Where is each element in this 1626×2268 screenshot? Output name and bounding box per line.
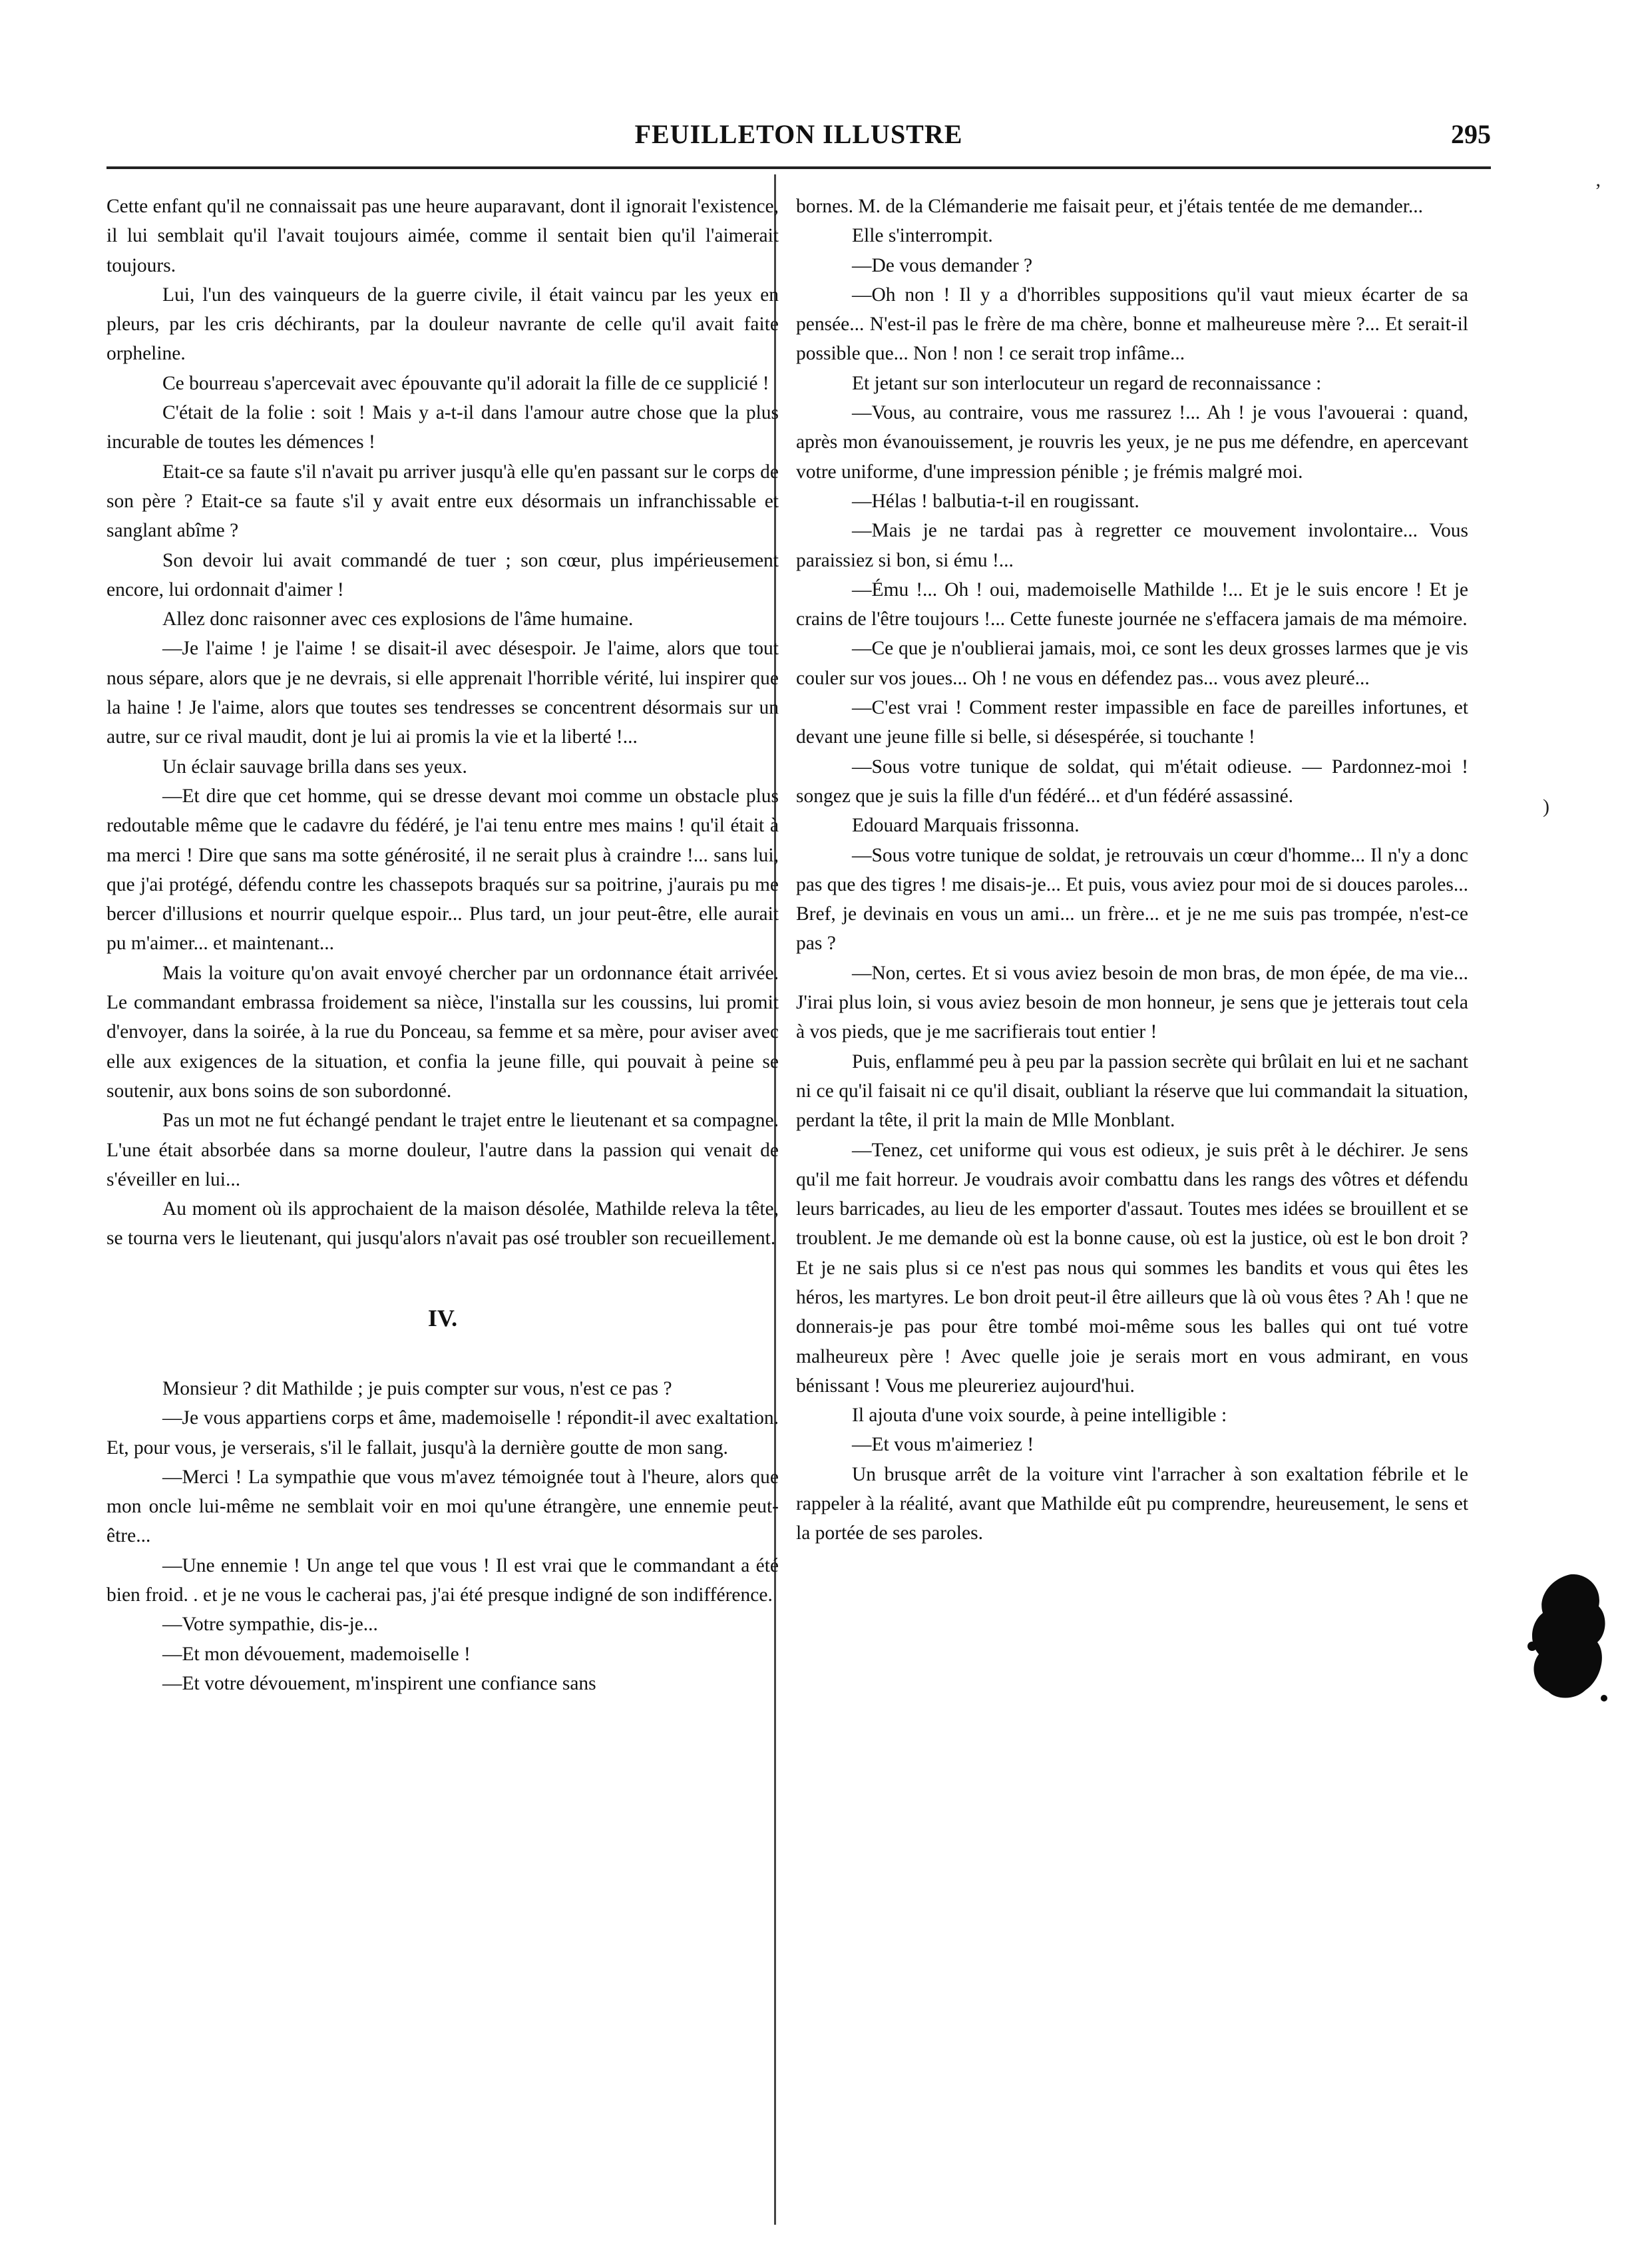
margin-speck: ’ bbox=[1595, 180, 1601, 202]
journal-title: FEUILLETON ILLUSTRE bbox=[634, 119, 963, 149]
paragraph: Un éclair sauvage brilla dans ses yeux. bbox=[162, 756, 467, 778]
header-rule bbox=[106, 166, 1491, 169]
paragraph: Lui, l'un des vainqueurs de la guerre civile, il était vaincu par les yeux en pleurs, par les cris déchirants, par la douleur navrante de celle qu'il avait faite orpheline. bbox=[106, 284, 779, 365]
paragraph: —Ce que je n'oublierai jamais, moi, ce sont les deux grosses larmes que je vis couler sur vos joues... Oh ! ne vous en défendez pas... vous avez pleuré... bbox=[796, 638, 1468, 689]
paragraph: —Et vous m'aimeriez ! bbox=[852, 1434, 1034, 1456]
paragraph: —Une ennemie ! Un ange tel que vous ! Il est vrai que le commandant a été bien froid. . et je ne vous le cacherai pas, j'ai été presque indigné de son indifférence. bbox=[106, 1554, 779, 1606]
paragraph: —Oh non ! Il y a d'horribles suppositions qu'il vaut mieux écarter de sa pensée... N'est-il pas le frère de ma chère, bonne et malheureuse mère ?... Et serait-il possible que... Non ! non ! ce serait trop infâme... bbox=[796, 284, 1468, 365]
paragraph: —Tenez, cet uniforme qui vous est odieux, je suis prêt à le déchirer. Je sens qu'il me fait horreur. Je voudrais avoir combattu dans les rangs des vôtres et défendu leurs barricades, au lieu de les emporter d'assaut. Toutes mes idées se brouillent et se troublent. Je me demande où est la bonne cause, où est la justice, où est le bon droit ? Et je ne sais plus si ce n'est pas nous qui sommes les bandits et vous qui êtes les héros, les martyres. Le bon droit peut-il être ailleurs que là où vous êtes ? Ah ! que ne donnerais-je pas pour être tombé moi-même sous les balles qui ont tué votre malheureux père ! Avec quelle joie je serais mort en vous admirant, en vous bénissant ! Vous me pleureriez aujourd'hui. bbox=[796, 1139, 1468, 1397]
paragraph: —Hélas ! balbutia-t-il en rougissant. bbox=[852, 490, 1139, 512]
paragraph: bornes. M. de la Clémanderie me faisait peur, et j'étais tentée de me demander... bbox=[796, 196, 1424, 217]
paragraph: Ce bourreau s'apercevait avec épouvante qu'il adorait la fille de ce supplicié ! bbox=[162, 372, 769, 394]
paragraph: —Merci ! La sympathie que vous m'avez témoignée tout à l'heure, alors que mon oncle lui-même ne semblait voir en moi qu'une étrangère, une ennemie peut-être... bbox=[106, 1466, 779, 1547]
paragraph: Pas un mot ne fut échangé pendant le trajet entre le lieutenant et sa compagne. L'une était absorbée dans sa morne douleur, l'autre dans la passion qui venait de s'éveiller en lui... bbox=[106, 1110, 779, 1190]
paragraph: —Votre sympathie, dis-je... bbox=[162, 1614, 378, 1636]
paragraph: Il ajouta d'une voix sourde, à peine intelligible : bbox=[852, 1405, 1227, 1427]
paragraph: —C'est vrai ! Comment rester impassible en face de pareilles infortunes, et devant une jeune fille si belle, si désespérée, si touchante ! bbox=[796, 697, 1468, 748]
ink-blot bbox=[1524, 1568, 1611, 1707]
paragraph: Allez donc raisonner avec ces explosions de l'âme humaine. bbox=[162, 608, 634, 630]
paragraph: —Vous, au contraire, vous me rassurez !... Ah ! je vous l'avouerai : quand, après mon évanouissement, je rouvris les yeux, je ne pus me défendre, en apercevant votre uniforme, d'une impression pénible ; je frémis malgré moi. bbox=[796, 402, 1468, 483]
left-column bbox=[106, 192, 779, 1698]
paragraph: —Et votre dévouement, m'inspirent une confiance sans bbox=[162, 1672, 596, 1694]
paragraph: Et jetant sur son interlocuteur un regard de reconnaissance : bbox=[852, 372, 1322, 394]
paragraph: —De vous demander ? bbox=[852, 254, 1033, 276]
paragraph: Monsieur ? dit Mathilde ; je puis compter sur vous, n'est ce pas ? bbox=[162, 1377, 672, 1399]
section-heading: IV. bbox=[427, 1304, 458, 1331]
paragraph: —Je l'aime ! je l'aime ! se disait-il avec désespoir. Je l'aime, alors que tout nous sépare, alors que je ne devrais, si elle apprenait l'horrible vérité, lui inspirer que la haine ! Je l'aime, alors que toutes ses tendresses se concentrent désormais sur un autre, sur ce rival maudit, dont je lui ai promis la vie et la liberté !... bbox=[106, 638, 779, 748]
paragraph: —Et dire que cet homme, qui se dresse devant moi comme un obstacle plus redoutable même que le cadavre du fédéré, je l'ai tenu entre mes mains ! qu'il était à ma merci ! Dire que sans ma sotte générosité, il ne serait plus à craindre !... sans lui, que j'ai protégé, défendu contre les chassepots braqués sur sa poitrine, j'aurais pu me bercer d'illusions et nourrir quelque espoir... Plus tard, un jour peut-être, elle aurait pu m'aimer... et maintenant... bbox=[106, 785, 779, 955]
page-number: 295 bbox=[1451, 119, 1491, 149]
paragraph: —Je vous appartiens corps et âme, mademoiselle ! répondit-il avec exaltation. Et, pour vous, je verserais, s'il le fallait, jusqu'à la dernière goutte de mon sang. bbox=[106, 1407, 779, 1459]
right-column bbox=[796, 192, 1468, 1548]
paragraph: Elle s'interrompit. bbox=[852, 225, 993, 247]
paragraph: Au moment où ils approchaient de la maison désolée, Mathilde releva la tête, se tourna vers le lieutenant, qui jusqu'alors n'avait pas osé troubler son recueillement. bbox=[106, 1198, 779, 1249]
paragraph: —Mais je ne tardai pas à regretter ce mouvement involontaire... Vous paraissiez si bon, si ému !... bbox=[796, 520, 1468, 571]
margin-mark: ) bbox=[1543, 795, 1549, 817]
paragraph: C'était de la folie : soit ! Mais y a-t-il dans l'amour autre chose que la plus incurable de toutes les démences ! bbox=[106, 402, 779, 453]
running-header bbox=[106, 114, 1491, 154]
paragraph: —Ému !... Oh ! oui, mademoiselle Mathilde !... Et je le suis encore ! Et je crains de l'être toujours !... Cette funeste journée ne s'effacera jamais de ma mémoire. bbox=[796, 578, 1468, 630]
paragraph: —Et mon dévouement, mademoiselle ! bbox=[162, 1643, 471, 1665]
paragraph: Mais la voiture qu'on avait envoyé chercher par un ordonnance était arrivée. Le commandant embrassa froidement sa nièce, l'installa sur les coussins, lui promit d'envoyer, dans la soirée, à la rue du Ponceau, sa femme et sa mère, pour aviser avec elle aux exigences de la situation, et confia la jeune fille, qui pouvait à peine se soutenir, aux bons soins de son subordonné. bbox=[106, 962, 779, 1102]
paragraph: —Sous votre tunique de soldat, qui m'était odieuse. — Pardonnez-moi ! songez que je suis la fille d'un fédéré... et d'un fédéré assassiné. bbox=[796, 756, 1468, 807]
paragraph: —Non, certes. Et si vous aviez besoin de mon bras, de mon épée, de ma vie... J'irai plus loin, si vous aviez besoin de mon honneur, je sens que je jetterais tout cela à vos pieds, que je me sacrifierais tout entier ! bbox=[796, 962, 1468, 1043]
paragraph: —Sous votre tunique de soldat, je retrouvais un cœur d'homme... Il n'y a donc pas que des tigres ! me disais-je... Et puis, vous aviez pour moi de si douces paroles... Bref, je devinais en vous un ami... un frère... et je ne me suis pas trompée, n'est-ce pas ? bbox=[796, 844, 1468, 955]
paragraph: Son devoir lui avait commandé de tuer ; son cœur, plus impérieusement encore, lui ordonnait d'aimer ! bbox=[106, 549, 779, 600]
paragraph: Etait-ce sa faute s'il n'avait pu arriver jusqu'à elle qu'en passant sur le corps de son père ? Etait-ce sa faute s'il y avait entre eux désormais un infranchissable et sanglant abîme ? bbox=[106, 461, 779, 542]
paragraph: Puis, enflammé peu à peu par la passion secrète qui brûlait en lui et ne sachant ni ce qu'il faisait ni ce qu'il disait, oubliant la réserve que lui commandait la situation, perdant la tête, il prit la main de Mlle Monblant. bbox=[796, 1050, 1468, 1132]
paragraph: Edouard Marquais frissonna. bbox=[852, 815, 1080, 837]
paragraph: Cette enfant qu'il ne connaissait pas une heure auparavant, dont il ignorait l'existence, il lui semblait qu'il l'avait toujours aimée, comme il sentait bien qu'il l'aimerait toujours. bbox=[106, 196, 779, 276]
paragraph: Un brusque arrêt de la voiture vint l'arracher à son exaltation fébrile et le rappeler à la réalité, avant que Mathilde eût pu comprendre, heureusement, le sens et la portée de ses paroles. bbox=[796, 1463, 1468, 1544]
